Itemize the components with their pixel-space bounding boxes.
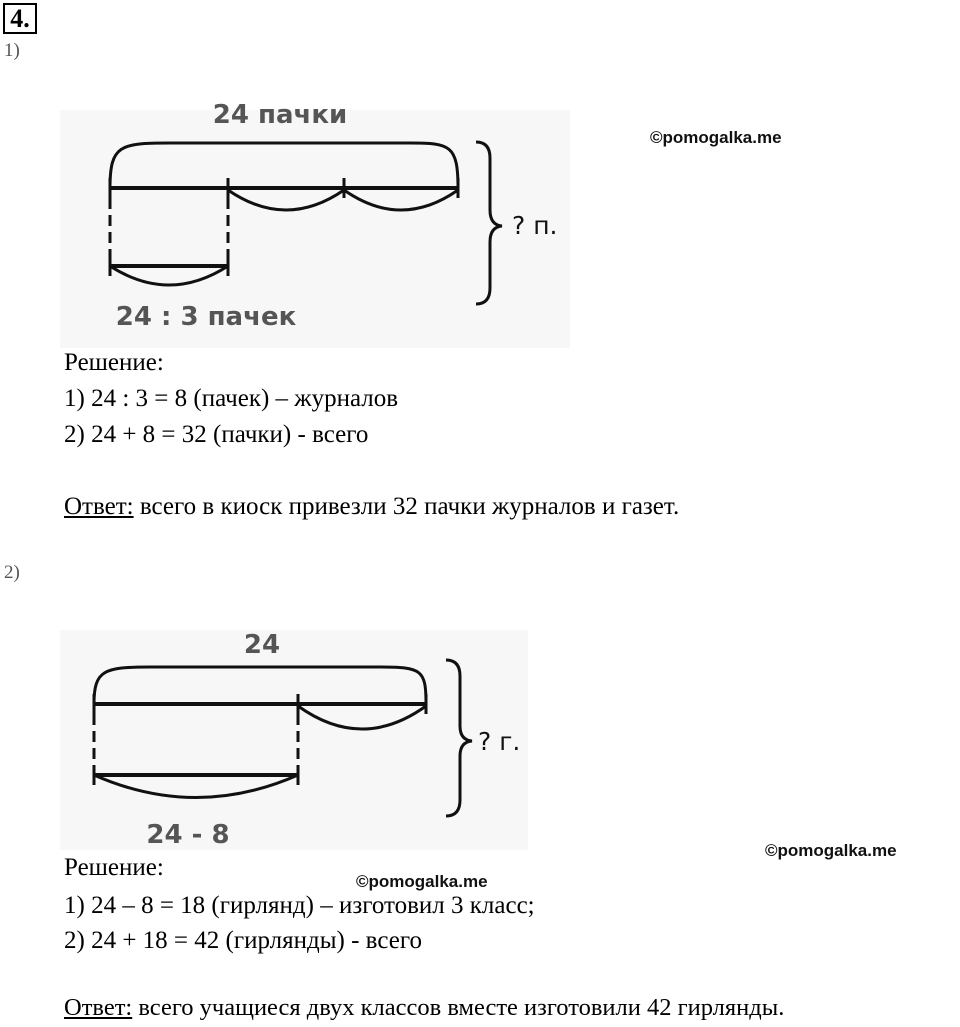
part-1-label: 1) bbox=[4, 40, 20, 61]
part-2-solution-title: Решение: bbox=[64, 854, 164, 881]
part-1-bottom-label: 24 : 3 пачек bbox=[115, 302, 297, 332]
part-1-brace-label: ? п. bbox=[512, 211, 558, 240]
part-2-bottom-label: 24 - 8 bbox=[146, 820, 230, 850]
part-2-label: 2) bbox=[4, 562, 20, 583]
part-1-segment-diagram bbox=[60, 80, 600, 350]
part-2-top-label: 24 bbox=[243, 630, 281, 660]
part-2-answer bbox=[64, 993, 784, 1023]
part-2-step-2: 2) 24 + 18 = 42 (гирлянды) - всего bbox=[64, 927, 422, 954]
part-1-answer bbox=[64, 492, 679, 522]
part-2-brace-label: ? г. bbox=[478, 727, 521, 756]
part-1-solution-title: Решение: bbox=[64, 349, 164, 376]
watermark: ©pomogalka.me bbox=[765, 841, 897, 860]
part-1-top-label: 24 пачки bbox=[212, 100, 348, 130]
watermark: ©pomogalka.me bbox=[356, 872, 488, 891]
part-1-answer-text: всего в киоск привезли 32 пачки журналов и газет. bbox=[133, 493, 680, 520]
part-1-step-1: 1) 24 : 3 = 8 (пачек) – журналов bbox=[64, 385, 399, 412]
part-2-answer-text: всего учащиеся двух классов вместе изготовили 42 гирлянды. bbox=[132, 994, 785, 1021]
part-2-segment-diagram bbox=[60, 622, 540, 854]
part-1-answer-label: Ответ: bbox=[64, 493, 134, 520]
part-2-answer-label: Ответ: bbox=[64, 994, 133, 1021]
part-1-step-2: 2) 24 + 8 = 32 (пачки) - всего bbox=[64, 421, 369, 448]
task-number: 4. bbox=[3, 3, 37, 34]
watermark: ©pomogalka.me bbox=[650, 128, 782, 147]
part-2-step-1: 1) 24 – 8 = 18 (гирлянд) – изготовил 3 класс; bbox=[64, 892, 535, 919]
